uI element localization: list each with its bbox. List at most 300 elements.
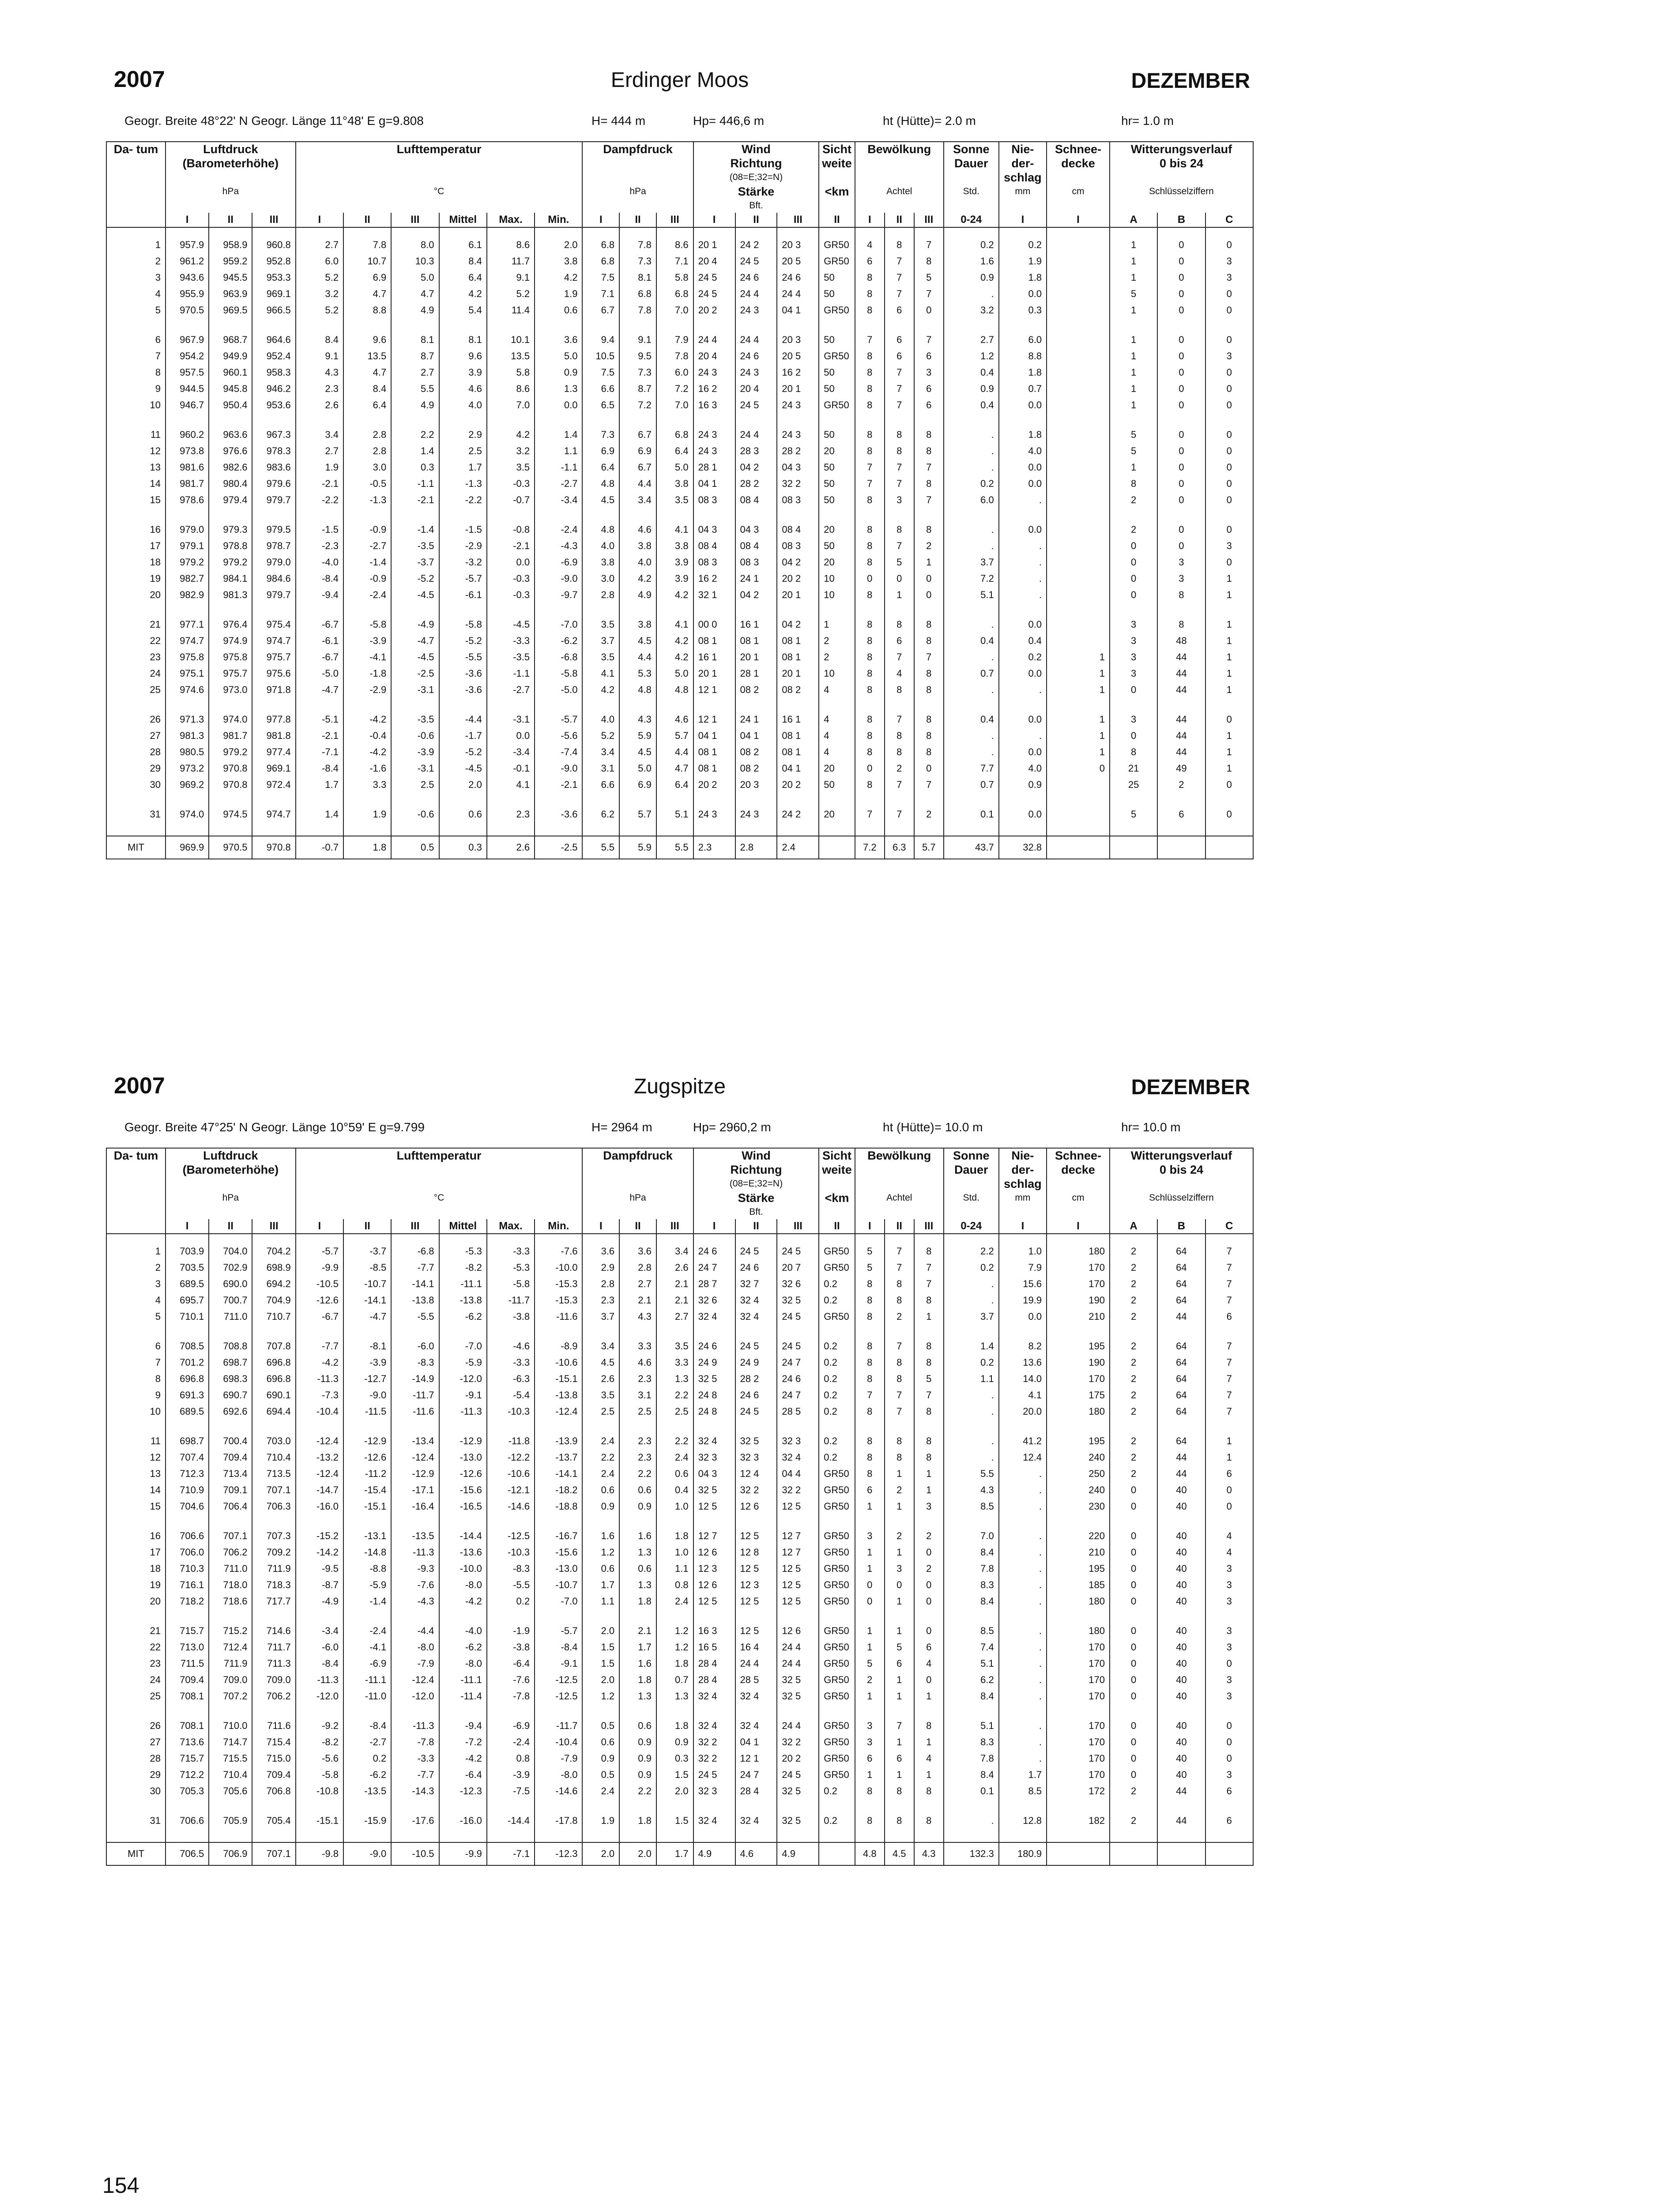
cell: 32 4 xyxy=(693,1812,735,1829)
cell xyxy=(1047,776,1110,793)
cell: 2 xyxy=(1110,1812,1157,1829)
cell: 4.0 xyxy=(582,538,619,554)
cell: 3.2 xyxy=(487,443,535,459)
cell: 7 xyxy=(885,380,914,397)
cell: 170 xyxy=(1047,1750,1110,1766)
cell: 707.8 xyxy=(252,1338,295,1354)
cell: 12 5 xyxy=(693,1593,735,1609)
cell: 6.4 xyxy=(582,459,619,475)
cell: 7.2 xyxy=(656,380,693,397)
cell: 32 5 xyxy=(693,1482,735,1498)
subhead-9: Min. xyxy=(535,1219,582,1234)
cell: 6.9 xyxy=(582,443,619,459)
cell: -5.8 xyxy=(487,1276,535,1292)
cell: 8 xyxy=(914,727,944,744)
cell: 3.5 xyxy=(582,1387,619,1403)
cell: -9.4 xyxy=(439,1717,487,1734)
cell: 22 xyxy=(106,633,166,649)
cell: 0 xyxy=(1205,1750,1254,1766)
cell: 1.8 xyxy=(999,364,1047,380)
cell: 4.2 xyxy=(535,269,582,286)
cell: -0.9 xyxy=(343,521,391,538)
cell: 4.5 xyxy=(885,1842,914,1865)
col-schneedecke: Schnee- xyxy=(1047,142,1110,156)
table-row xyxy=(106,1750,1253,1766)
cell: 17 xyxy=(106,538,166,554)
cell: 24 4 xyxy=(735,1655,777,1672)
cell: 8 xyxy=(855,1371,885,1387)
cell: 0.0 xyxy=(999,744,1047,760)
cell: -1.4 xyxy=(343,1593,391,1609)
cell: 2 xyxy=(914,1560,944,1577)
cell: -5.8 xyxy=(296,1766,343,1783)
cell: 50 xyxy=(819,776,855,793)
table-row xyxy=(106,1734,1253,1750)
subhead-18: II xyxy=(885,1219,914,1234)
cell: 718.6 xyxy=(209,1593,252,1609)
col-schneedecke-2: decke xyxy=(1047,1163,1110,1177)
cell: 3.8 xyxy=(619,538,656,554)
cell: 8 xyxy=(855,587,885,603)
cell: 7 xyxy=(855,1387,885,1403)
cell: 0 xyxy=(1205,380,1254,397)
cell: -2.7 xyxy=(343,538,391,554)
cell: -8.0 xyxy=(439,1577,487,1593)
cell: 15 xyxy=(106,492,166,508)
cell: 30 xyxy=(106,776,166,793)
cell: 12 5 xyxy=(735,1528,777,1544)
cell: . xyxy=(999,1655,1047,1672)
cell: GR50 xyxy=(819,1672,855,1688)
cell: 0.9 xyxy=(619,1750,656,1766)
cell: 2 xyxy=(1157,776,1205,793)
table-row xyxy=(106,1593,1253,1609)
cell: 981.7 xyxy=(209,727,252,744)
cell: -11.1 xyxy=(343,1672,391,1688)
cell: 0.9 xyxy=(582,1750,619,1766)
cell: . xyxy=(999,1560,1047,1577)
cell: 2.1 xyxy=(619,1292,656,1308)
cell: 40 xyxy=(1157,1498,1205,1514)
cell: 25 xyxy=(1110,776,1157,793)
col-niederschlag-2: der- xyxy=(999,1163,1047,1177)
cell: 1 xyxy=(855,1560,885,1577)
cell: -4.5 xyxy=(439,760,487,776)
cell xyxy=(1047,836,1110,859)
cell: 7.8 xyxy=(944,1750,999,1766)
cell: 1 xyxy=(914,1766,944,1783)
cell: 1.4 xyxy=(391,443,439,459)
cell: -12.4 xyxy=(535,1403,582,1420)
cell: -14.4 xyxy=(487,1812,535,1829)
cell: 2 xyxy=(1110,1338,1157,1354)
cell: -16.0 xyxy=(296,1498,343,1514)
col-niederschlag-3: schlag xyxy=(999,170,1047,185)
table-row xyxy=(106,806,1253,822)
table-row xyxy=(106,521,1253,538)
table-row xyxy=(106,302,1253,318)
cell: 0.0 xyxy=(487,727,535,744)
cell: 2.8 xyxy=(343,426,391,443)
cell: -9.0 xyxy=(535,760,582,776)
cell: 696.8 xyxy=(252,1371,295,1387)
cell: -15.1 xyxy=(343,1498,391,1514)
table-row xyxy=(106,380,1253,397)
cell: -12.1 xyxy=(487,1482,535,1498)
cell: 08 1 xyxy=(777,633,819,649)
cell: 24 5 xyxy=(693,286,735,302)
cell: 8.5 xyxy=(944,1623,999,1639)
cell: 0.9 xyxy=(535,364,582,380)
col-wind-staerke: Stärke xyxy=(693,185,819,199)
cell: 4.1 xyxy=(487,776,535,793)
table-row xyxy=(106,633,1253,649)
cell: 6 xyxy=(914,1639,944,1655)
cell: 8.7 xyxy=(619,380,656,397)
cell: 08 3 xyxy=(777,538,819,554)
cell: 1.6 xyxy=(944,253,999,269)
cell: 4.1 xyxy=(656,616,693,633)
col-niederschlag: Nie- xyxy=(999,1148,1047,1163)
year-label: 2007 xyxy=(114,67,165,92)
cell xyxy=(1047,443,1110,459)
cell: 40 xyxy=(1157,1544,1205,1560)
cell: 8 xyxy=(885,521,914,538)
cell: 15.6 xyxy=(999,1276,1047,1292)
cell: 2.1 xyxy=(619,1623,656,1639)
cell xyxy=(1157,836,1205,859)
cell: 706.2 xyxy=(252,1688,295,1704)
cell: -16.5 xyxy=(439,1498,487,1514)
cell: 7.3 xyxy=(619,364,656,380)
cell: 3 xyxy=(1205,1577,1254,1593)
station-height: H= 444 m xyxy=(591,114,646,128)
cell: 0 xyxy=(855,1593,885,1609)
cell: 1 xyxy=(855,1688,885,1704)
cell: 2.0 xyxy=(582,1623,619,1639)
table-row xyxy=(106,1259,1253,1276)
unit-bft: Bft. xyxy=(693,199,819,213)
col-niederschlag-3: schlag xyxy=(999,1177,1047,1191)
cell: 1.5 xyxy=(656,1812,693,1829)
cell: 4.8 xyxy=(855,1842,885,1865)
cell: 0 xyxy=(1205,331,1254,348)
cell: 705.6 xyxy=(209,1783,252,1799)
cell: 0 xyxy=(885,570,914,587)
cell: -14.6 xyxy=(535,1783,582,1799)
cell: -13.1 xyxy=(343,1528,391,1544)
cell: 960.8 xyxy=(252,237,295,253)
cell: 1 xyxy=(1110,269,1157,286)
cell: 28 4 xyxy=(693,1655,735,1672)
cell: -4.9 xyxy=(296,1593,343,1609)
cell: 9 xyxy=(106,380,166,397)
page-number: 154 xyxy=(102,2173,139,2198)
cell: 1.8 xyxy=(656,1528,693,1544)
monthly-mean-row xyxy=(106,836,1253,859)
cell: 712.2 xyxy=(166,1766,209,1783)
unit-achtel: Achtel xyxy=(855,1191,944,1205)
cell: 2 xyxy=(1110,1276,1157,1292)
cell: 708.5 xyxy=(166,1338,209,1354)
table-row xyxy=(106,286,1253,302)
cell: 1.9 xyxy=(999,253,1047,269)
col-bewoelkung: Bewölkung xyxy=(855,142,944,156)
cell: 8 xyxy=(855,727,885,744)
cell: -10.4 xyxy=(535,1734,582,1750)
cell: 20 2 xyxy=(693,776,735,793)
cell: 7 xyxy=(885,806,914,822)
cell: 6 xyxy=(914,380,944,397)
cell: 40 xyxy=(1157,1672,1205,1688)
cell: 8.4 xyxy=(343,380,391,397)
cell: 0.9 xyxy=(656,1734,693,1750)
cell: -1.1 xyxy=(535,459,582,475)
cell: 0.2 xyxy=(944,1354,999,1371)
cell: 8.4 xyxy=(944,1593,999,1609)
cell: 7 xyxy=(885,253,914,269)
cell: 24 7 xyxy=(693,1259,735,1276)
cell: 2.2 xyxy=(619,1783,656,1799)
cell: -9.0 xyxy=(535,570,582,587)
cell: 8 xyxy=(914,633,944,649)
cell: 1 xyxy=(885,1672,914,1688)
cell: 4.0 xyxy=(619,554,656,570)
cell: 7.0 xyxy=(487,397,535,413)
cell: 08 4 xyxy=(735,492,777,508)
cell: -9.9 xyxy=(439,1842,487,1865)
cell: 185 xyxy=(1047,1577,1110,1593)
cell: 24 6 xyxy=(735,1387,777,1403)
cell: 24 3 xyxy=(693,806,735,822)
subhead-25: C xyxy=(1205,1219,1254,1234)
cell: -7.5 xyxy=(487,1783,535,1799)
cell: 1 xyxy=(914,1734,944,1750)
cell: -3.5 xyxy=(391,711,439,727)
cell: 40 xyxy=(1157,1593,1205,1609)
cell: 8 xyxy=(855,776,885,793)
cell: 1 xyxy=(914,1465,944,1482)
cell: -8.4 xyxy=(296,570,343,587)
cell: 1 xyxy=(106,237,166,253)
unit-celsius: °C xyxy=(296,1191,583,1205)
cell: 0 xyxy=(1157,443,1205,459)
cell: 711.6 xyxy=(252,1717,295,1734)
cell: 5.0 xyxy=(619,760,656,776)
cell: 2 xyxy=(914,538,944,554)
cell: 8 xyxy=(855,1338,885,1354)
cell: 32 2 xyxy=(777,475,819,492)
cell: 0.4 xyxy=(944,711,999,727)
cell: 2 xyxy=(1110,1433,1157,1449)
subhead-4: I xyxy=(296,1219,343,1234)
cell: 8.8 xyxy=(999,348,1047,364)
cell: 1.7 xyxy=(439,459,487,475)
cell: 12 1 xyxy=(735,1750,777,1766)
cell: 23 xyxy=(106,649,166,665)
cell: 2.2 xyxy=(944,1243,999,1259)
cell: 15 xyxy=(106,1498,166,1514)
cell: 7 xyxy=(914,1387,944,1403)
cell: -7.6 xyxy=(535,1243,582,1259)
cell: 6.7 xyxy=(619,426,656,443)
cell: 4.2 xyxy=(582,682,619,698)
cell: 170 xyxy=(1047,1672,1110,1688)
cell: -13.8 xyxy=(439,1292,487,1308)
cell: -11.7 xyxy=(487,1292,535,1308)
cell: 943.6 xyxy=(166,269,209,286)
cell: 7 xyxy=(885,364,914,380)
cell: 2.0 xyxy=(535,237,582,253)
cell: 3.4 xyxy=(296,426,343,443)
cell: 8 xyxy=(855,633,885,649)
cell: 24 9 xyxy=(735,1354,777,1371)
cell: 17 xyxy=(106,1544,166,1560)
cell: -4.6 xyxy=(487,1338,535,1354)
cell: 8 xyxy=(855,397,885,413)
cell: 20 7 xyxy=(777,1259,819,1276)
cell: 0 xyxy=(914,1544,944,1560)
cell: 12 8 xyxy=(735,1544,777,1560)
cell: 709.4 xyxy=(166,1672,209,1688)
cell: 1 xyxy=(1205,1449,1254,1465)
col-wind-code: (08=E;32=N) xyxy=(693,170,819,185)
cell: 7 xyxy=(1205,1338,1254,1354)
cell: 0.9 xyxy=(619,1766,656,1783)
cell: 5.3 xyxy=(619,665,656,682)
subhead-15: III xyxy=(777,1219,819,1234)
cell: 1.7 xyxy=(656,1842,693,1865)
subhead-11: II xyxy=(619,213,656,227)
cell: 8 xyxy=(885,682,914,698)
cell: -8.0 xyxy=(439,1655,487,1672)
cell xyxy=(1047,492,1110,508)
cell: 704.0 xyxy=(209,1243,252,1259)
cell: 4.6 xyxy=(619,1354,656,1371)
cell: -1.5 xyxy=(439,521,487,538)
cell: 40 xyxy=(1157,1482,1205,1498)
cell: 64 xyxy=(1157,1403,1205,1420)
table-row xyxy=(106,665,1253,682)
cell: 5.0 xyxy=(656,459,693,475)
cell: 175 xyxy=(1047,1387,1110,1403)
cell: -15.1 xyxy=(535,1371,582,1387)
subhead-13: I xyxy=(693,1219,735,1234)
cell: 0 xyxy=(914,570,944,587)
cell: . xyxy=(999,1717,1047,1734)
subhead-5: II xyxy=(343,213,391,227)
cell: 970.8 xyxy=(209,776,252,793)
cell: 4.8 xyxy=(582,521,619,538)
cell: 32 2 xyxy=(735,1482,777,1498)
cell: -7.9 xyxy=(391,1655,439,1672)
cell: 2.6 xyxy=(487,836,535,859)
cell: -6.4 xyxy=(439,1766,487,1783)
cell: -6.2 xyxy=(439,1639,487,1655)
cell: 16 3 xyxy=(693,397,735,413)
unit-achtel: Achtel xyxy=(855,185,944,199)
cell: 714.6 xyxy=(252,1623,295,1639)
cell: 1 xyxy=(1110,348,1157,364)
cell: 3.1 xyxy=(582,760,619,776)
cell: -3.2 xyxy=(439,554,487,570)
cell: -9.5 xyxy=(296,1560,343,1577)
subhead-4: I xyxy=(296,213,343,227)
cell: 963.6 xyxy=(209,426,252,443)
cell: -6.7 xyxy=(296,1308,343,1325)
cell: 0 xyxy=(1157,475,1205,492)
cell: 8 xyxy=(855,649,885,665)
cell: 3 xyxy=(1205,1560,1254,1577)
subhead-16: II xyxy=(819,213,855,227)
cell xyxy=(1047,253,1110,269)
cell: 3.3 xyxy=(619,1338,656,1354)
cell: 5.0 xyxy=(656,665,693,682)
cell: 1.8 xyxy=(656,1655,693,1672)
cell: 4.3 xyxy=(944,1482,999,1498)
cell: 08 2 xyxy=(735,760,777,776)
cell: 4.6 xyxy=(619,521,656,538)
cell: -6.9 xyxy=(343,1655,391,1672)
cell: 2.9 xyxy=(582,1259,619,1276)
cell: 1 xyxy=(1205,727,1254,744)
cell: 0 xyxy=(1110,1717,1157,1734)
cell: -6.8 xyxy=(391,1243,439,1259)
cell: 08 2 xyxy=(735,744,777,760)
cell: 715.7 xyxy=(166,1750,209,1766)
cell: 08 2 xyxy=(777,682,819,698)
cell: 975.8 xyxy=(209,649,252,665)
cell: 1 xyxy=(1205,649,1254,665)
cell xyxy=(1047,364,1110,380)
cell: 4.3 xyxy=(914,1842,944,1865)
cell: 711.0 xyxy=(209,1560,252,1577)
cell: 2.7 xyxy=(296,237,343,253)
cell: 24 3 xyxy=(693,364,735,380)
cell: 0.5 xyxy=(582,1717,619,1734)
cell: 32 2 xyxy=(693,1734,735,1750)
cell: 716.1 xyxy=(166,1577,209,1593)
cell: 705.4 xyxy=(252,1812,295,1829)
cell: 946.2 xyxy=(252,380,295,397)
cell: 702.9 xyxy=(209,1259,252,1276)
cell: 945.8 xyxy=(209,380,252,397)
cell: 8 xyxy=(885,237,914,253)
cell: . xyxy=(999,587,1047,603)
cell: -1.1 xyxy=(391,475,439,492)
cell: -16.0 xyxy=(439,1812,487,1829)
cell: 0 xyxy=(855,760,885,776)
table-row xyxy=(106,1387,1253,1403)
cell: -12.0 xyxy=(391,1688,439,1704)
cell: 2 xyxy=(885,1482,914,1498)
cell: 0 xyxy=(1205,1717,1254,1734)
cell: . xyxy=(999,1593,1047,1609)
cell: 32 5 xyxy=(735,1433,777,1449)
cell: 210 xyxy=(1047,1544,1110,1560)
cell: 2.5 xyxy=(391,776,439,793)
cell: 5.2 xyxy=(296,269,343,286)
cell: . xyxy=(944,538,999,554)
cell: 32 4 xyxy=(693,1717,735,1734)
cell: 3.8 xyxy=(582,554,619,570)
cell: 6 xyxy=(106,331,166,348)
cell: 0 xyxy=(1110,1639,1157,1655)
cell: 0 xyxy=(1110,1593,1157,1609)
cell: 7.5 xyxy=(582,364,619,380)
cell: -11.8 xyxy=(487,1433,535,1449)
subhead-17: I xyxy=(855,1219,885,1234)
